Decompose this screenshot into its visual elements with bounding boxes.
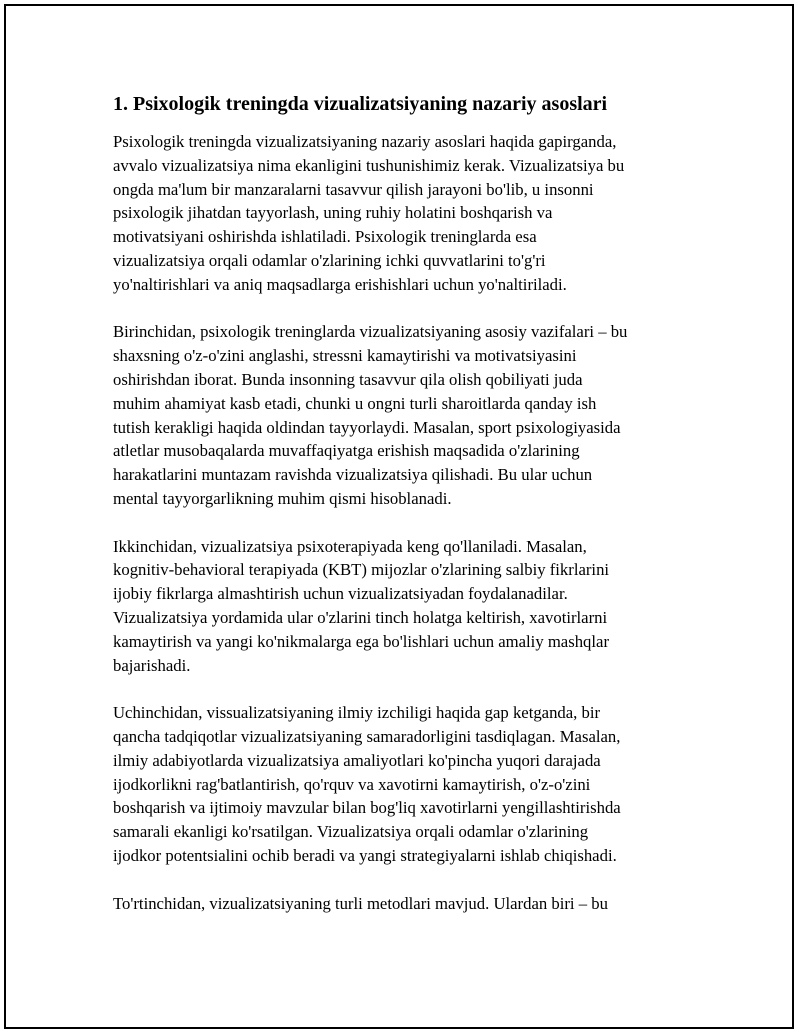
text-line: mental tayyorgarlikning muhim qismi hisoblanadi. bbox=[113, 488, 452, 508]
text-line: vizualizatsiya orqali odamlar o'zlarining ichki quvvatlarini to'g'ri bbox=[113, 250, 546, 270]
paragraph-1 bbox=[113, 130, 693, 297]
text-line: tutish kerakligi haqida oldindan tayyorlaydi. Masalan, sport psixologiyasida bbox=[113, 417, 621, 437]
text-line: atletlar musobaqalarda muvaffaqiyatga erishish maqsadida o'zlarining bbox=[113, 441, 580, 461]
text-line: qancha tadqiqotlar vizualizatsiyaning samaradorligini tasdiqlagan. Masalan, bbox=[113, 726, 621, 746]
text-line: ilmiy adabiyotlarda vizualizatsiya amaliyotlari ko'pincha yuqori darajada bbox=[113, 750, 601, 770]
paragraph-4 bbox=[113, 701, 693, 868]
text-line: kamaytirish va yangi ko'nikmalarga ega bo'lishlari uchun amaliy mashqlar bbox=[113, 631, 609, 651]
text-line: bajarishadi. bbox=[113, 655, 191, 675]
text-line: Ikkinchidan, vizualizatsiya psixoterapiyada keng qo'llaniladi. Masalan, bbox=[113, 536, 587, 556]
paragraph-2 bbox=[113, 320, 693, 510]
text-line: motivatsiyani oshirishda ishlatiladi. Psixologik treninglarda esa bbox=[113, 227, 537, 247]
text-line: Uchinchidan, vissualizatsiyaning ilmiy izchiligi haqida gap ketganda, bir bbox=[113, 703, 601, 723]
section-heading: 1. Psixologik treningda vizualizatsiyaning nazariy asoslari bbox=[113, 93, 608, 115]
text-line: ijobiy fikrlarga almashtirish uchun vizualizatsiyadan foydalanadilar. bbox=[113, 584, 568, 604]
text-line: Vizualizatsiya yordamida ular o'zlarini tinch holatga keltirish, xavotirlarni bbox=[113, 607, 608, 627]
text-line: ijodkorlikni rag'batlantirish, qo'rquv va xavotirni kamaytirish, o'z-o'zini bbox=[113, 774, 591, 794]
text-line: Birinchidan, psixologik treninglarda vizualizatsiyaning asosiy vazifalari – bu bbox=[113, 322, 628, 342]
document-body bbox=[113, 90, 693, 939]
text-line: psixologik jihatdan tayyorlash, uning ruhiy holatini boshqarish va bbox=[113, 203, 553, 223]
text-line: Psixologik treningda vizualizatsiyaning nazariy asoslari haqida gapirganda, bbox=[113, 132, 617, 151]
text-line: yo'naltirishlari va aniq maqsadlarga erishishlari uchun yo'naltiriladi. bbox=[113, 274, 567, 294]
text-line: shaxsning o'z-o'zini anglashi, stressni kamaytirishi va motivatsiyasini bbox=[113, 346, 577, 366]
text-line: ongda ma'lum bir manzaralarni tasavvur qilish jarayoni bo'lib, u insonni bbox=[113, 179, 594, 199]
paragraph-5 bbox=[113, 892, 693, 916]
text-line: samarali ekanligi ko'rsatilgan. Vizualizatsiya orqali odamlar o'zlarining bbox=[113, 822, 589, 842]
text-line: kognitiv-behavioral terapiyada (KBT) mijozlar o'zlarining salbiy fikrlarini bbox=[113, 560, 610, 580]
paragraph-3 bbox=[113, 535, 693, 678]
text-line: harakatlarini muntazam ravishda vizualizatsiya qilishadi. Bu ular uchun bbox=[113, 465, 593, 485]
text-line: oshirishdan iborat. Bunda insonning tasavvur qila olish qobiliyati juda bbox=[113, 369, 583, 389]
text-line: muhim ahamiyat kasb etadi, chunki u ongni turli sharoitlarda qanday ish bbox=[113, 393, 597, 413]
text-line: To'rtinchidan, vizualizatsiyaning turli metodlari mavjud. Ulardan biri – bu bbox=[113, 893, 608, 913]
text-line: avvalo vizualizatsiya nima ekanligini tushunishimiz kerak. Vizualizatsiya bu bbox=[113, 155, 625, 175]
text-line: boshqarish va ijtimoiy mavzular bilan bog'liq xavotirlarni yengillashtirishda bbox=[113, 798, 621, 818]
text-line: ijodkor potentsialini ochib beradi va yangi strategiyalarni ishlab chiqishadi. bbox=[113, 845, 617, 865]
